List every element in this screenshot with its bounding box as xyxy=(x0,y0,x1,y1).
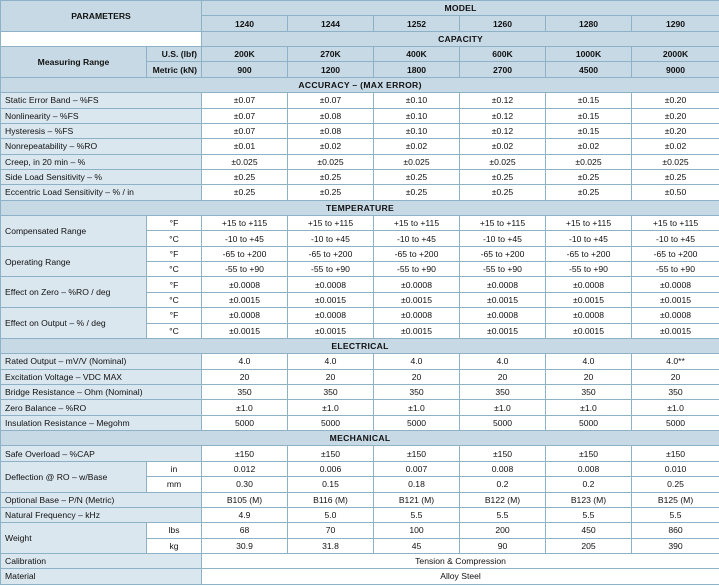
mechanical-row xyxy=(1,553,719,568)
value-cell: ±0.0008 xyxy=(202,308,288,323)
value-cell: 5000 xyxy=(632,415,719,430)
unit-label: °C xyxy=(147,292,202,307)
value-cell: -65 to +200 xyxy=(288,246,374,261)
value-cell: 5.5 xyxy=(546,507,632,522)
accuracy-section xyxy=(1,77,719,92)
value-cell: 0.010 xyxy=(632,461,719,476)
value-cell: 450 xyxy=(546,523,632,538)
unit-label: °F xyxy=(147,246,202,261)
unit-label: °F xyxy=(147,277,202,292)
value-cell: ±0.07 xyxy=(202,123,288,138)
value-cell: ±0.0008 xyxy=(460,277,546,292)
value-cell: ±0.25 xyxy=(374,169,460,184)
value-cell: 0.18 xyxy=(374,477,460,492)
value-cell: 0.30 xyxy=(202,477,288,492)
value-cell: ±0.025 xyxy=(460,154,546,169)
value-cell: 4.0 xyxy=(546,354,632,369)
value-cell: ±0.0008 xyxy=(546,277,632,292)
header-row-capacity xyxy=(1,31,719,46)
temperature-row xyxy=(1,216,719,231)
value-cell: -55 to +90 xyxy=(632,262,719,277)
value-cell: 350 xyxy=(460,384,546,399)
value-cell: ±0.15 xyxy=(546,108,632,123)
capacity-header: CAPACITY xyxy=(202,31,719,46)
value-cell: -65 to +200 xyxy=(460,246,546,261)
value-cell: ±0.0015 xyxy=(288,292,374,307)
value-cell: ±1.0 xyxy=(202,400,288,415)
parameters-header: PARAMETERS xyxy=(1,1,202,32)
value-cell: B105 (M) xyxy=(202,492,288,507)
value-cell: -65 to +200 xyxy=(374,246,460,261)
value-cell: 68 xyxy=(202,523,288,538)
mechanical-row xyxy=(1,492,719,507)
unit-label: U.S. (lbf) xyxy=(147,47,202,62)
value-cell: ±0.12 xyxy=(460,93,546,108)
value-cell: ±0.025 xyxy=(288,154,374,169)
value-cell: 31.8 xyxy=(288,538,374,553)
value-cell: 350 xyxy=(632,384,719,399)
electrical-row xyxy=(1,369,719,384)
value-cell: 860 xyxy=(632,523,719,538)
value-cell: 400K xyxy=(374,47,460,62)
value-cell: 5000 xyxy=(374,415,460,430)
value-cell: 4.9 xyxy=(202,507,288,522)
parameter-label: Optional Base – P/N (Metric) xyxy=(1,492,202,507)
mechanical-row xyxy=(1,461,719,476)
value-cell: 5000 xyxy=(460,415,546,430)
value-cell: B123 (M) xyxy=(546,492,632,507)
value-cell: 390 xyxy=(632,538,719,553)
value-cell: Alloy Steel xyxy=(202,569,719,584)
value-cell: ±150 xyxy=(632,446,719,461)
mechanical-row xyxy=(1,569,719,584)
parameter-label: Material xyxy=(1,569,202,584)
value-cell: ±0.0015 xyxy=(374,292,460,307)
value-cell: 0.008 xyxy=(460,461,546,476)
value-cell: ±0.25 xyxy=(202,185,288,200)
parameter-label: Deflection @ RO – w/Base xyxy=(1,461,147,492)
unit-label: °C xyxy=(147,323,202,338)
value-cell: 350 xyxy=(546,384,632,399)
value-cell: ±0.02 xyxy=(546,139,632,154)
value-cell: B125 (M) xyxy=(632,492,719,507)
value-cell: 5.5 xyxy=(632,507,719,522)
value-cell: ±0.12 xyxy=(460,108,546,123)
value-cell: 2000K xyxy=(632,47,719,62)
unit-label: mm xyxy=(147,477,202,492)
electrical-row xyxy=(1,400,719,415)
value-cell: ±0.025 xyxy=(202,154,288,169)
value-cell: ±0.25 xyxy=(546,185,632,200)
accuracy-row xyxy=(1,93,719,108)
model-number: 1244 xyxy=(288,16,374,31)
value-cell: -55 to +90 xyxy=(288,262,374,277)
value-cell: ±1.0 xyxy=(460,400,546,415)
value-cell: +15 to +115 xyxy=(288,216,374,231)
value-cell: ±0.07 xyxy=(202,108,288,123)
value-cell: ±0.0008 xyxy=(288,277,374,292)
value-cell: -55 to +90 xyxy=(460,262,546,277)
value-cell: 2700 xyxy=(460,62,546,77)
value-cell: 205 xyxy=(546,538,632,553)
accuracy-row xyxy=(1,185,719,200)
mechanical-row xyxy=(1,507,719,522)
value-cell: ±0.0015 xyxy=(460,292,546,307)
electrical-section xyxy=(1,338,719,353)
value-cell: 5000 xyxy=(546,415,632,430)
electrical-row xyxy=(1,354,719,369)
unit-label: °C xyxy=(147,231,202,246)
value-cell: ±150 xyxy=(202,446,288,461)
value-cell: -55 to +90 xyxy=(202,262,288,277)
value-cell: ±1.0 xyxy=(632,400,719,415)
unit-label: °F xyxy=(147,308,202,323)
mechanical-section-title: MECHANICAL xyxy=(1,431,719,446)
model-number: 1260 xyxy=(460,16,546,31)
parameter-label: Bridge Resistance – Ohm (Nominal) xyxy=(1,384,202,399)
unit-label: °F xyxy=(147,216,202,231)
value-cell: ±150 xyxy=(460,446,546,461)
value-cell: ±0.02 xyxy=(632,139,719,154)
parameter-label: Static Error Band – %FS xyxy=(1,93,202,108)
value-cell: ±0.08 xyxy=(288,123,374,138)
unit-label: lbs xyxy=(147,523,202,538)
value-cell: ±0.25 xyxy=(632,169,719,184)
value-cell: 20 xyxy=(374,369,460,384)
value-cell: ±0.0015 xyxy=(202,292,288,307)
value-cell: 0.2 xyxy=(460,477,546,492)
value-cell: ±0.0008 xyxy=(632,277,719,292)
temperature-section xyxy=(1,200,719,215)
value-cell: 30.9 xyxy=(202,538,288,553)
model-header: MODEL xyxy=(202,1,719,16)
electrical-section-title: ELECTRICAL xyxy=(1,338,719,353)
temperature-row xyxy=(1,308,719,323)
value-cell: ±150 xyxy=(288,446,374,461)
value-cell: 20 xyxy=(546,369,632,384)
value-cell: ±0.07 xyxy=(288,93,374,108)
value-cell: ±0.0008 xyxy=(460,308,546,323)
header-row-model xyxy=(1,1,719,16)
value-cell: 900 xyxy=(202,62,288,77)
unit-label: °C xyxy=(147,262,202,277)
value-cell: ±0.0015 xyxy=(632,323,719,338)
value-cell: 5.5 xyxy=(374,507,460,522)
unit-label: kg xyxy=(147,538,202,553)
electrical-row xyxy=(1,415,719,430)
unit-label: Metric (kN) xyxy=(147,62,202,77)
value-cell: ±0.0015 xyxy=(546,323,632,338)
value-cell: ±0.01 xyxy=(202,139,288,154)
value-cell: ±0.025 xyxy=(546,154,632,169)
value-cell: ±0.10 xyxy=(374,108,460,123)
value-cell: B116 (M) xyxy=(288,492,374,507)
value-cell: ±0.0008 xyxy=(632,308,719,323)
value-cell: ±0.50 xyxy=(632,185,719,200)
value-cell: 4.0 xyxy=(202,354,288,369)
value-cell: ±0.25 xyxy=(460,185,546,200)
value-cell: ±0.025 xyxy=(632,154,719,169)
parameter-label: Effect on Output – % / deg xyxy=(1,308,147,339)
parameter-label: Nonrepeatability – %RO xyxy=(1,139,202,154)
value-cell: ±0.0008 xyxy=(546,308,632,323)
value-cell: ±0.10 xyxy=(374,123,460,138)
value-cell: 20 xyxy=(460,369,546,384)
value-cell: ±0.0015 xyxy=(374,323,460,338)
value-cell: -10 to +45 xyxy=(202,231,288,246)
value-cell: +15 to +115 xyxy=(202,216,288,231)
model-number: 1252 xyxy=(374,16,460,31)
value-cell: B121 (M) xyxy=(374,492,460,507)
value-cell: ±0.15 xyxy=(546,123,632,138)
value-cell: ±0.20 xyxy=(632,108,719,123)
measuring-range-row xyxy=(1,47,719,62)
value-cell: ±0.0015 xyxy=(632,292,719,307)
value-cell: ±0.0008 xyxy=(202,277,288,292)
value-cell: 1000K xyxy=(546,47,632,62)
value-cell: 4500 xyxy=(546,62,632,77)
value-cell: ±0.0008 xyxy=(374,308,460,323)
accuracy-row xyxy=(1,139,719,154)
value-cell: ±150 xyxy=(374,446,460,461)
value-cell: 90 xyxy=(460,538,546,553)
value-cell: -65 to +200 xyxy=(546,246,632,261)
model-number: 1290 xyxy=(632,16,719,31)
value-cell: -10 to +45 xyxy=(546,231,632,246)
value-cell: ±0.20 xyxy=(632,93,719,108)
value-cell: ±0.025 xyxy=(374,154,460,169)
value-cell: 4.0 xyxy=(288,354,374,369)
value-cell: 600K xyxy=(460,47,546,62)
value-cell: ±150 xyxy=(546,446,632,461)
value-cell: 0.15 xyxy=(288,477,374,492)
value-cell: 1200 xyxy=(288,62,374,77)
value-cell: 9000 xyxy=(632,62,719,77)
value-cell: ±0.08 xyxy=(288,108,374,123)
value-cell: ±0.0015 xyxy=(288,323,374,338)
parameter-label: Zero Balance – %RO xyxy=(1,400,202,415)
value-cell: ±0.02 xyxy=(288,139,374,154)
temperature-row xyxy=(1,246,719,261)
value-cell: -55 to +90 xyxy=(546,262,632,277)
model-number: 1280 xyxy=(546,16,632,31)
accuracy-row xyxy=(1,123,719,138)
value-cell: ±0.0008 xyxy=(374,277,460,292)
model-number: 1240 xyxy=(202,16,288,31)
parameter-label: Operating Range xyxy=(1,246,147,277)
parameter-label: Effect on Zero – %RO / deg xyxy=(1,277,147,308)
electrical-row xyxy=(1,384,719,399)
value-cell: ±0.02 xyxy=(374,139,460,154)
value-cell: +15 to +115 xyxy=(460,216,546,231)
mechanical-section xyxy=(1,431,719,446)
value-cell: 20 xyxy=(202,369,288,384)
value-cell: -10 to +45 xyxy=(632,231,719,246)
value-cell: 200 xyxy=(460,523,546,538)
parameter-label: Weight xyxy=(1,523,147,554)
value-cell: Tension & Compression xyxy=(202,553,719,568)
value-cell: ±0.0015 xyxy=(546,292,632,307)
value-cell: -10 to +45 xyxy=(374,231,460,246)
value-cell: 5000 xyxy=(288,415,374,430)
value-cell: 4.0** xyxy=(632,354,719,369)
parameter-label: Insulation Resistance – Megohm xyxy=(1,415,202,430)
value-cell: ±0.25 xyxy=(460,169,546,184)
temperature-row xyxy=(1,277,719,292)
value-cell: +15 to +115 xyxy=(546,216,632,231)
value-cell: 20 xyxy=(632,369,719,384)
parameter-label: Side Load Sensitivity – % xyxy=(1,169,202,184)
unit-label: in xyxy=(147,461,202,476)
value-cell: 270K xyxy=(288,47,374,62)
value-cell: ±1.0 xyxy=(288,400,374,415)
value-cell: -10 to +45 xyxy=(288,231,374,246)
value-cell: 0.006 xyxy=(288,461,374,476)
value-cell: -55 to +90 xyxy=(374,262,460,277)
measuring-range-label: Measuring Range xyxy=(1,47,147,78)
value-cell: 70 xyxy=(288,523,374,538)
accuracy-section-title: ACCURACY – (MAX ERROR) xyxy=(1,77,719,92)
value-cell: ±0.25 xyxy=(374,185,460,200)
value-cell: 1800 xyxy=(374,62,460,77)
parameter-label: Eccentric Load Sensitivity – % / in xyxy=(1,185,202,200)
value-cell: -65 to +200 xyxy=(202,246,288,261)
value-cell: ±0.25 xyxy=(202,169,288,184)
value-cell: 350 xyxy=(288,384,374,399)
value-cell: ±1.0 xyxy=(374,400,460,415)
value-cell: ±0.0008 xyxy=(288,308,374,323)
value-cell: 0.008 xyxy=(546,461,632,476)
value-cell: 5.0 xyxy=(288,507,374,522)
value-cell: ±0.0015 xyxy=(460,323,546,338)
value-cell: ±0.15 xyxy=(546,93,632,108)
parameter-label: Natural Frequency – kHz xyxy=(1,507,202,522)
value-cell: 0.012 xyxy=(202,461,288,476)
value-cell: ±0.20 xyxy=(632,123,719,138)
parameter-label: Creep, in 20 min – % xyxy=(1,154,202,169)
value-cell: B122 (M) xyxy=(460,492,546,507)
blank-cell xyxy=(1,31,202,46)
value-cell: ±0.25 xyxy=(288,169,374,184)
value-cell: 350 xyxy=(202,384,288,399)
mechanical-row xyxy=(1,523,719,538)
value-cell: ±0.10 xyxy=(374,93,460,108)
value-cell: 100 xyxy=(374,523,460,538)
value-cell: +15 to +115 xyxy=(374,216,460,231)
value-cell: ±0.02 xyxy=(460,139,546,154)
accuracy-row xyxy=(1,154,719,169)
parameter-label: Rated Output – mV/V (Nominal) xyxy=(1,354,202,369)
value-cell: ±0.07 xyxy=(202,93,288,108)
temperature-section-title: TEMPERATURE xyxy=(1,200,719,215)
value-cell: 5.5 xyxy=(460,507,546,522)
mechanical-row xyxy=(1,446,719,461)
value-cell: 0.25 xyxy=(632,477,719,492)
value-cell: 4.0 xyxy=(460,354,546,369)
value-cell: ±0.12 xyxy=(460,123,546,138)
parameter-label: Hysteresis – %FS xyxy=(1,123,202,138)
value-cell: 4.0 xyxy=(374,354,460,369)
parameter-label: Compensated Range xyxy=(1,216,147,247)
value-cell: ±1.0 xyxy=(546,400,632,415)
value-cell: 200K xyxy=(202,47,288,62)
parameter-label: Nonlinearity – %FS xyxy=(1,108,202,123)
value-cell: 20 xyxy=(288,369,374,384)
value-cell: 0.007 xyxy=(374,461,460,476)
accuracy-row xyxy=(1,108,719,123)
value-cell: 5000 xyxy=(202,415,288,430)
accuracy-row xyxy=(1,169,719,184)
value-cell: ±0.0015 xyxy=(202,323,288,338)
value-cell: +15 to +115 xyxy=(632,216,719,231)
value-cell: ±0.25 xyxy=(288,185,374,200)
value-cell: -65 to +200 xyxy=(632,246,719,261)
value-cell: 0.2 xyxy=(546,477,632,492)
parameter-label: Safe Overload – %CAP xyxy=(1,446,202,461)
value-cell: ±0.25 xyxy=(546,169,632,184)
parameter-label: Calibration xyxy=(1,553,202,568)
parameter-label: Excitation Voltage – VDC MAX xyxy=(1,369,202,384)
value-cell: 45 xyxy=(374,538,460,553)
value-cell: -10 to +45 xyxy=(460,231,546,246)
value-cell: 350 xyxy=(374,384,460,399)
